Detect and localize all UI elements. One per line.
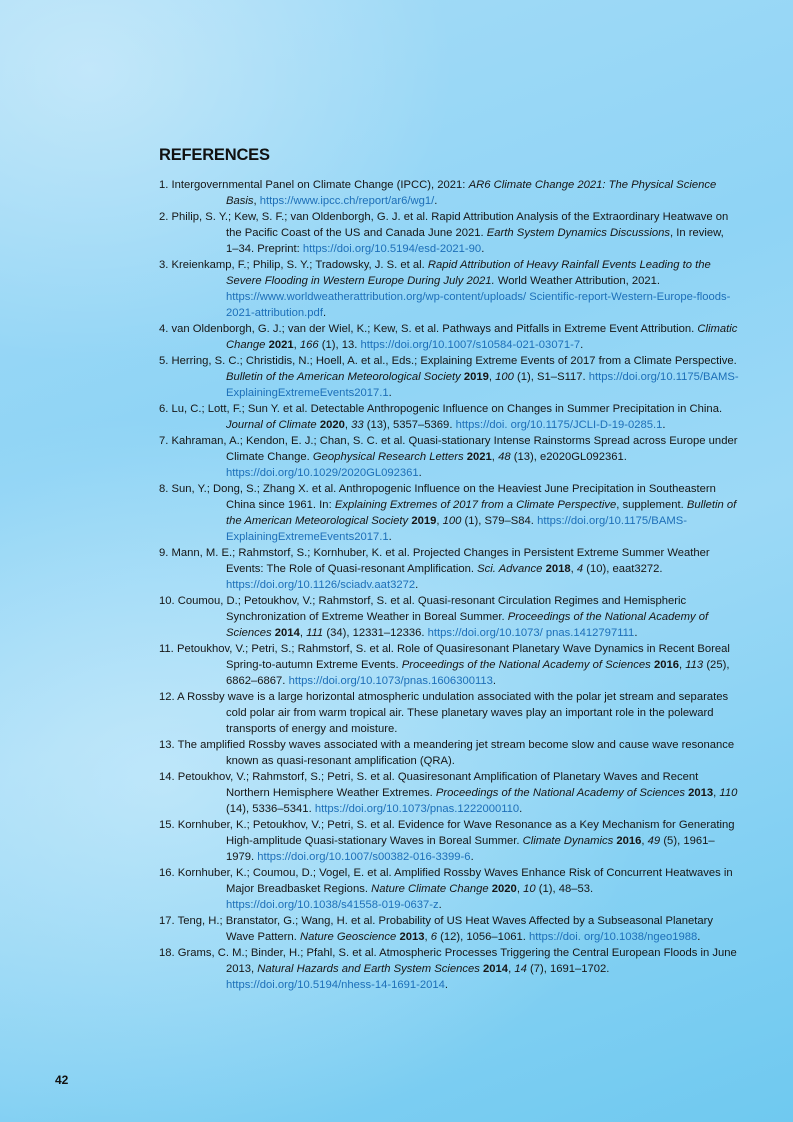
- reference-item: [159, 689, 739, 737]
- reference-italic-text: 49: [647, 835, 661, 847]
- reference-italic-text: AR6 Climate Change 2021: The Physical Science Basis: [226, 179, 717, 207]
- reference-italic-text: Natural Hazards and Earth System Sciences: [257, 963, 480, 975]
- reference-text: .: [388, 531, 392, 543]
- reference-link[interactable]: https://doi.org/10.1175/BAMS-ExplainingExtremeEvents2017.1: [226, 515, 687, 543]
- reference-link[interactable]: https://doi.org/10.1007/s00382-016-3399-6: [257, 851, 471, 863]
- reference-italic-text: 33: [351, 419, 364, 431]
- reference-text: ,: [641, 835, 648, 847]
- reference-text: .: [418, 467, 422, 479]
- page-number: 42: [55, 1073, 69, 1087]
- reference-link[interactable]: https://doi.org/10.1175/BAMS-ExplainingExtremeEvents2017.1: [226, 371, 739, 399]
- reference-text: .: [438, 899, 442, 911]
- reference-text: World Weather Attribution, 2021.: [494, 275, 661, 287]
- reference-text: ,: [293, 339, 300, 351]
- reference-text: Mann, M. E.; Rahmstorf, S.; Kornhuber, K. et al. Projected Changes in Persistent Extreme Summer Weather Events: The Role of Quasi-resonant Amplification.: [171, 547, 710, 575]
- reference-italic-text: 100: [495, 371, 514, 383]
- reference-text: (1), 48–53.: [535, 883, 594, 895]
- reference-number: 14.: [159, 771, 175, 783]
- reference-year: 2020: [319, 419, 345, 431]
- reference-italic-text: Proceedings of the National Academy of Sciences: [226, 611, 709, 639]
- reference-italic-text: 100: [442, 515, 462, 527]
- reference-text: (5), 1961–1979.: [226, 835, 715, 863]
- reference-text: (14), 5336–5341.: [226, 803, 315, 815]
- reference-text: Kornhuber, K.; Coumou, D.; Vogel, E. et al. Amplified Rossby Waves Enhance Risk of Concurrent Heatwaves in Major Breadbasket Regions.: [177, 867, 733, 895]
- reference-number: 18.: [159, 947, 175, 959]
- reference-italic-text: Bulletin of the American Meteorological Society: [226, 499, 737, 527]
- reference-item: [159, 433, 739, 481]
- reference-year: 2016: [653, 659, 679, 671]
- reference-text: (13), e2020GL092361.: [510, 451, 627, 463]
- reference-italic-text: Sci. Advance: [477, 563, 543, 575]
- reference-text: Petoukhov, V.; Rahmstorf, S.; Petri, S. et al. Quasiresonant Amplification of Planetary Waves and Recent Northern Hemisphere Weather Extremes.: [177, 771, 699, 799]
- reference-text: ,: [253, 195, 260, 207]
- reference-item: [159, 401, 739, 433]
- reference-text: (1), S79–S84.: [461, 515, 538, 527]
- reference-text: .: [697, 931, 701, 943]
- reference-text: ,: [299, 627, 307, 639]
- reference-italic-text: 48: [498, 451, 511, 463]
- reference-italic-text: Proceedings of the National Academy of Sciences: [401, 659, 651, 671]
- reference-text: .: [492, 675, 497, 687]
- reference-year: 2019: [463, 371, 489, 383]
- reference-number: 16.: [159, 867, 175, 879]
- reference-text: Teng, H.; Branstator, G.; Wang, H. et al. Probability of US Heat Waves Affected by a Subseasonal Planetary Wave Pattern.: [177, 915, 714, 943]
- reference-number: 2.: [159, 211, 169, 223]
- reference-item: [159, 177, 739, 209]
- reference-number: 13.: [159, 739, 175, 751]
- reference-italic-text: Climatic Change: [226, 323, 738, 351]
- reference-text: Kahraman, A.; Kendon, E. J.; Chan, S. C. et al. Quasi-stationary Intense Rainstorms Spread across Europe under Climate Change.: [171, 435, 738, 463]
- reference-text: .: [519, 803, 523, 815]
- reference-year: 2018: [545, 563, 571, 575]
- reference-year: 2021: [268, 339, 294, 351]
- reference-item: [159, 865, 739, 913]
- reference-item: [159, 353, 739, 401]
- reference-text: A Rossby wave is a large horizontal atmospheric undulation associated with the polar jet stream and separates cold polar air from warm tropical air. These planetary waves play an important role in the poleward transports of energy and moisture.: [177, 691, 729, 735]
- reference-text: ,: [516, 883, 524, 895]
- references-list: [159, 177, 739, 993]
- reference-italic-text: Earth System Dynamics Discussions: [486, 227, 670, 239]
- reference-item: [159, 257, 739, 321]
- reference-number: 7.: [159, 435, 169, 447]
- reference-text: Lu, C.; Lott, F.; Sun Y. et al. Detectable Anthropogenic Influence on Changes in Summer Precipitation in China.: [171, 403, 723, 415]
- reference-text: (1), 13.: [318, 339, 361, 351]
- reference-italic-text: 166: [299, 339, 319, 351]
- reference-item: [159, 737, 739, 769]
- reference-number: 15.: [159, 819, 175, 831]
- reference-text: , supplement.: [616, 499, 687, 511]
- reference-italic-text: Journal of Climate: [226, 419, 317, 431]
- reference-text: ,: [678, 659, 686, 671]
- reference-link[interactable]: https://doi.org/10.1007/s10584-021-03071-7: [360, 339, 581, 351]
- reference-text: Coumou, D.; Petoukhov, V.; Rahmstorf, S. et al. Quasi-resonant Circulation Regimes and Hemispheric Synchronization of Extreme Weather in Boreal Summer.: [177, 595, 687, 623]
- reference-item: [159, 545, 739, 593]
- reference-text: ,: [713, 787, 720, 799]
- reference-italic-text: 10: [523, 883, 536, 895]
- references-section: [159, 146, 739, 993]
- reference-italic-text: 6: [430, 931, 438, 943]
- reference-year: 2013: [688, 787, 714, 799]
- reference-link[interactable]: https://doi.org/10.5194/nhess-14-1691-2014: [226, 979, 445, 991]
- reference-year: 2014: [274, 627, 300, 639]
- reference-number: 4.: [159, 323, 169, 335]
- reference-item: [159, 481, 739, 545]
- reference-text: Kreienkamp, F.; Philip, S. Y.; Tradowsky, J. S. et al.: [171, 259, 428, 271]
- reference-italic-text: Nature Climate Change: [371, 883, 489, 895]
- reference-text: ,: [570, 563, 577, 575]
- references-heading: REFERENCES: [159, 146, 270, 164]
- reference-italic-text: Rapid Attribution of Heavy Rainfall Events Leading to the Severe Flooding in Western Europe During July 2021.: [226, 259, 711, 287]
- reference-text: (1), S1–S117.: [513, 371, 589, 383]
- reference-number: 8.: [159, 483, 169, 495]
- reference-link[interactable]: https://doi.org/10.1029/2020GL092361: [226, 467, 419, 479]
- reference-text: .: [662, 419, 666, 431]
- reference-text: .: [415, 579, 419, 591]
- reference-text: ,: [344, 419, 352, 431]
- reference-text: Herring, S. C.; Christidis, N.; Hoell, A. et al., Eds.; Explaining Extreme Events of 2017 from a Climate Perspective.: [171, 355, 737, 367]
- reference-year: 2019: [411, 515, 437, 527]
- reference-text: ,: [488, 371, 496, 383]
- reference-item: [159, 913, 739, 945]
- reference-text: .: [434, 195, 438, 207]
- reference-text: Petoukhov, V.; Petri, S.; Rahmstorf, S. et al. Role of Quasiresonant Planetary Wave Dynamics in Recent Boreal Spring-to-autumn Extreme Events.: [176, 643, 730, 671]
- reference-year: 2020: [491, 883, 517, 895]
- reference-item: [159, 209, 739, 257]
- reference-number: 11.: [159, 643, 174, 655]
- reference-text: (7), 1691–1702.: [526, 963, 610, 975]
- reference-italic-text: Bulletin of the American Meteorological Society: [226, 371, 461, 383]
- reference-text: .: [634, 627, 638, 639]
- reference-text: (34), 12331–12336.: [323, 627, 428, 639]
- reference-link[interactable]: https://doi. org/10.1175/JCLI-D-19-0285.1: [455, 419, 663, 431]
- reference-number: 6.: [159, 403, 169, 415]
- reference-italic-text: Proceedings of the National Academy of Sciences: [435, 787, 685, 799]
- reference-italic-text: 111: [306, 627, 324, 639]
- reference-link[interactable]: https://doi.org/10.5194/esd-2021-90: [302, 243, 482, 255]
- reference-number: 9.: [159, 547, 169, 559]
- reference-text: .: [444, 979, 449, 991]
- reference-italic-text: Nature Geoscience: [300, 931, 397, 943]
- reference-link[interactable]: https://www.worldweatherattribution.org/wp-content/uploads/ Scientific-report-Western-Europe-floods-2021-attribution.pdf: [226, 291, 731, 319]
- reference-text: ,: [491, 451, 499, 463]
- reference-text: Philip, S. Y.; Kew, S. F.; van Oldenborgh, G. J. et al. Rapid Attribution Analysis of the Extraordinary Heatwave on the Pacific Coast of the US and Canada June 2021.: [171, 211, 729, 239]
- reference-text: (13), 5357–5369.: [363, 419, 456, 431]
- reference-item: [159, 321, 739, 353]
- reference-italic-text: Climate Dynamics: [522, 835, 614, 847]
- reference-text: ,: [508, 963, 515, 975]
- reference-item: [159, 817, 739, 865]
- reference-year: 2014: [483, 963, 509, 975]
- reference-link[interactable]: https://doi.org/10.1073/ pnas.1412797111: [427, 627, 635, 639]
- reference-italic-text: 4: [576, 563, 584, 575]
- reference-link[interactable]: https://doi.org/10.1073/pnas.1606300113: [288, 675, 493, 687]
- reference-text: .: [388, 387, 392, 399]
- reference-text: ,: [436, 515, 443, 527]
- reference-text: .: [580, 339, 584, 351]
- reference-link[interactable]: https://www.ipcc.ch/report/ar6/wg1/: [259, 195, 435, 207]
- reference-text: (12), 1056–1061.: [437, 931, 529, 943]
- reference-year: 2013: [399, 931, 425, 943]
- reference-italic-text: Explaining Extremes of 2017 from a Climate Perspective: [334, 499, 617, 511]
- reference-link[interactable]: https://doi.org/10.1038/s41558-019-0637-z: [226, 899, 439, 911]
- reference-link[interactable]: https://doi.org/10.1073/pnas.1222000110: [314, 803, 520, 815]
- reference-text: .: [481, 243, 485, 255]
- reference-item: [159, 593, 739, 641]
- reference-text: (25), 6862–6867.: [226, 659, 730, 687]
- reference-item: [159, 769, 739, 817]
- reference-italic-text: Geophysical Research Letters: [312, 451, 464, 463]
- reference-text: , In review, 1–34. Preprint:: [226, 227, 724, 255]
- reference-italic-text: 14: [514, 963, 527, 975]
- reference-number: 3.: [159, 259, 169, 271]
- reference-number: 17.: [159, 915, 175, 927]
- reference-text: Kornhuber, K.; Petoukhov, V.; Petri, S. et al. Evidence for Wave Resonance as a Key Mechanism for Generating High-amplitude Quasi-stationary Waves in Boreal Summer.: [177, 819, 735, 847]
- reference-link[interactable]: https://doi.org/10.1126/sciadv.aat3272: [226, 579, 416, 591]
- reference-text: The amplified Rossby waves associated with a meandering jet stream become slow and cause wave resonance known as quasi-resonant amplification (QRA).: [177, 739, 735, 767]
- reference-text: ,: [424, 931, 431, 943]
- reference-italic-text: 113: [685, 659, 704, 671]
- reference-number: 5.: [159, 355, 169, 367]
- reference-year: 2021: [466, 451, 492, 463]
- reference-text: Grams, C. M.; Binder, H.; Pfahl, S. et al. Atmospheric Processes Triggering the Central European Floods in June 2013,: [177, 947, 737, 975]
- reference-text: Intergovernmental Panel on Climate Change (IPCC), 2021:: [171, 179, 469, 191]
- reference-number: 12.: [159, 691, 175, 703]
- reference-number: 10.: [159, 595, 175, 607]
- reference-year: 2016: [616, 835, 642, 847]
- reference-number: 1.: [159, 179, 169, 191]
- reference-link[interactable]: https://doi. org/10.1038/ngeo1988: [528, 931, 698, 943]
- reference-text: van Oldenborgh, G. J.; van der Wiel, K.; Kew, S. et al. Pathways and Pitfalls in Extreme Event Attribution.: [171, 323, 698, 335]
- reference-item: [159, 641, 739, 689]
- reference-text: (10), eaat3272.: [583, 563, 663, 575]
- reference-italic-text: 110: [719, 787, 738, 799]
- reference-text: .: [470, 851, 474, 863]
- reference-text: Sun, Y.; Dong, S.; Zhang X. et al. Anthropogenic Influence on the Heaviest June Precipitation in Southeastern China since 1961. In:: [171, 483, 716, 511]
- reference-item: [159, 945, 739, 993]
- reference-text: .: [322, 307, 327, 319]
